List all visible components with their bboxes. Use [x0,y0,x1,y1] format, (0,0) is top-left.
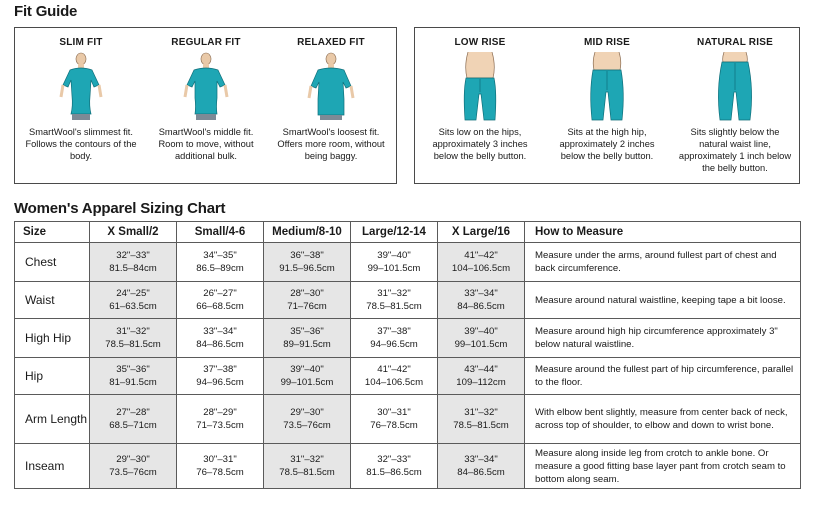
cm-value: 81.5–84cm [109,263,157,274]
cm-value: 73.5–76cm [283,420,331,431]
inches-value: 34"–35" [203,250,237,261]
header-medium: Medium/8-10 [264,222,351,243]
cm-value: 71–76cm [287,301,327,312]
rise-mid [547,28,667,162]
inches-value: 39"–40" [377,250,411,261]
row-label: Waist [15,282,90,319]
table-header-row [15,222,801,243]
inches-value: 33"–34" [464,288,498,299]
cm-value: 104–106.5cm [364,377,424,388]
inches-value: 39"–40" [290,364,324,375]
table-row [15,282,801,319]
size-cell [351,395,438,444]
table-row [15,319,801,358]
rise-low [420,28,540,162]
regular-fit-figure [178,52,234,122]
rise-name: MID RISE [583,37,631,48]
cm-value: 76–78.5cm [370,420,418,431]
inches-value: 41"–42" [377,364,411,375]
cm-value: 78.5–81.5cm [453,420,509,431]
cm-value: 99–101.5cm [367,263,421,274]
low-rise-figure [450,52,510,122]
mid-rise-figure [577,52,637,122]
cm-value: 68.5–71cm [109,420,157,431]
size-cell [264,282,351,319]
inches-value: 41"–42" [464,250,498,261]
cm-value: 73.5–76cm [109,467,157,478]
cm-value: 99–101.5cm [454,339,508,350]
rise-description: Sits slightly below the natural waist line, approximately 1 inch below the belly button. [678,127,792,173]
cm-value: 86.5–89cm [196,263,244,274]
inches-value: 35"–36" [116,364,150,375]
cm-value: 78.5–81.5cm [366,301,422,312]
rise-name: LOW RISE [454,37,506,48]
size-cell [438,243,525,282]
cm-value: 94–96.5cm [196,377,244,388]
natural-rise-figure [705,52,765,122]
inches-value: 31"–32" [290,454,324,465]
inches-value: 39"–40" [464,326,498,337]
inches-value: 43"–44" [464,364,498,375]
size-cell [264,358,351,395]
header-how-to-measure: How to Measure [525,222,801,243]
table-row [15,358,801,395]
row-label: High Hip [15,319,90,358]
header-large: Large/12-14 [351,222,438,243]
inches-value: 29"–30" [116,454,150,465]
size-cell [177,358,264,395]
size-cell [438,395,525,444]
size-cell [438,444,525,489]
cm-value: 84–86.5cm [457,301,505,312]
inches-value: 32"–33" [377,454,411,465]
fit-relaxed [271,28,391,162]
fit-name: SLIM FIT [59,37,103,48]
cm-value: 84–86.5cm [457,467,505,478]
size-cell [264,319,351,358]
cm-value: 66–68.5cm [196,301,244,312]
size-cell [351,358,438,395]
relaxed-fit-figure [303,52,359,122]
inches-value: 35"–36" [290,326,324,337]
size-cell [90,243,177,282]
rise-name: NATURAL RISE [697,37,773,48]
inches-value: 30"–31" [377,407,411,418]
cm-value: 81.5–86.5cm [366,467,422,478]
size-cell [264,395,351,444]
how-to-measure-cell: Measure around high hip circumference approximately 3" below natural waistline. [525,319,801,358]
size-cell [351,444,438,489]
size-cell [264,444,351,489]
row-label: Inseam [15,444,90,489]
inches-value: 33"–34" [203,326,237,337]
size-cell [90,444,177,489]
rise-description: Sits at the high hip, approximately 2 inches below the belly button. [559,127,655,161]
row-label: Arm Length [15,395,90,444]
inches-value: 27"–28" [116,407,150,418]
cm-value: 89–91.5cm [283,339,331,350]
table-row [15,444,801,489]
inches-value: 37"–38" [203,364,237,375]
size-cell [90,282,177,319]
cm-value: 109–112cm [456,377,506,388]
how-to-measure-cell: Measure along inside leg from crotch to ankle bone. Or measure a good fitting base layer pant from crotch seam to bottom along seam. [525,444,801,489]
inches-value: 29"–30" [290,407,324,418]
inches-value: 32"–33" [116,250,150,261]
cm-value: 81–91.5cm [109,377,157,388]
size-cell [351,319,438,358]
cm-value: 99–101.5cm [280,377,334,388]
how-to-measure-cell: Measure around the fullest part of hip circumference, parallel to the floor. [525,358,801,395]
size-cell [351,282,438,319]
inches-value: 31"–32" [377,288,411,299]
cm-value: 78.5–81.5cm [105,339,161,350]
inches-value: 28"–30" [290,288,324,299]
size-cell [438,282,525,319]
inches-value: 28"–29" [203,407,237,418]
fit-name: REGULAR FIT [171,37,241,48]
fit-regular [146,28,266,162]
cm-value: 71–73.5cm [196,420,244,431]
how-to-measure-cell: Measure under the arms, around fullest part of chest and back circumference. [525,243,801,282]
how-to-measure-cell: With elbow bent slightly, measure from center back of neck, across top of shoulder, to elbow and down to wrist bone. [525,395,801,444]
header-xsmall: X Small/2 [90,222,177,243]
sizing-chart-title: Women's Apparel Sizing Chart [14,200,226,217]
table-row [15,243,801,282]
rise-guide-panel [414,27,800,184]
rise-description: Sits low on the hips, approximately 3 inches below the belly button. [432,127,528,161]
fit-description: SmartWool's middle fit. Room to move, without additional bulk. [158,127,254,161]
size-cell [90,358,177,395]
row-label: Chest [15,243,90,282]
inches-value: 37"–38" [377,326,411,337]
inches-value: 33"–34" [464,454,498,465]
cm-value: 104–106.5cm [451,263,511,274]
size-cell [351,243,438,282]
row-label: Hip [15,358,90,395]
fit-description: SmartWool's loosest fit. Offers more room, without being baggy. [277,127,385,161]
size-cell [90,395,177,444]
cm-value: 94–96.5cm [370,339,418,350]
size-cell [438,358,525,395]
size-cell [90,319,177,358]
cm-value: 78.5–81.5cm [279,467,335,478]
table-row [15,395,801,444]
inches-value: 26"–27" [203,288,237,299]
inches-value: 36"–38" [290,250,324,261]
cm-value: 91.5–96.5cm [279,263,335,274]
fit-guide-title: Fit Guide [14,3,78,20]
how-to-measure-cell: Measure around natural waistline, keeping tape a bit loose. [525,282,801,319]
inches-value: 31"–32" [464,407,498,418]
inches-value: 31"–32" [116,326,150,337]
fit-name: RELAXED FIT [297,37,365,48]
header-small: Small/4-6 [177,222,264,243]
size-cell [177,395,264,444]
fit-guide-panel [14,27,397,184]
sizing-table [14,221,801,489]
size-cell [438,319,525,358]
size-cell [177,319,264,358]
inches-value: 24"–25" [116,288,150,299]
size-cell [177,243,264,282]
size-cell [264,243,351,282]
rise-natural [675,28,795,174]
slim-fit-figure [53,52,109,122]
cm-value: 76–78.5cm [196,467,244,478]
size-cell [177,282,264,319]
fit-slim [21,28,141,162]
cm-value: 61–63.5cm [109,301,157,312]
inches-value: 30"–31" [203,454,237,465]
header-xlarge: X Large/16 [438,222,525,243]
fit-description: SmartWool's slimmest fit. Follows the contours of the body. [25,127,137,161]
size-cell [177,444,264,489]
header-size: Size [15,222,90,243]
cm-value: 84–86.5cm [196,339,244,350]
